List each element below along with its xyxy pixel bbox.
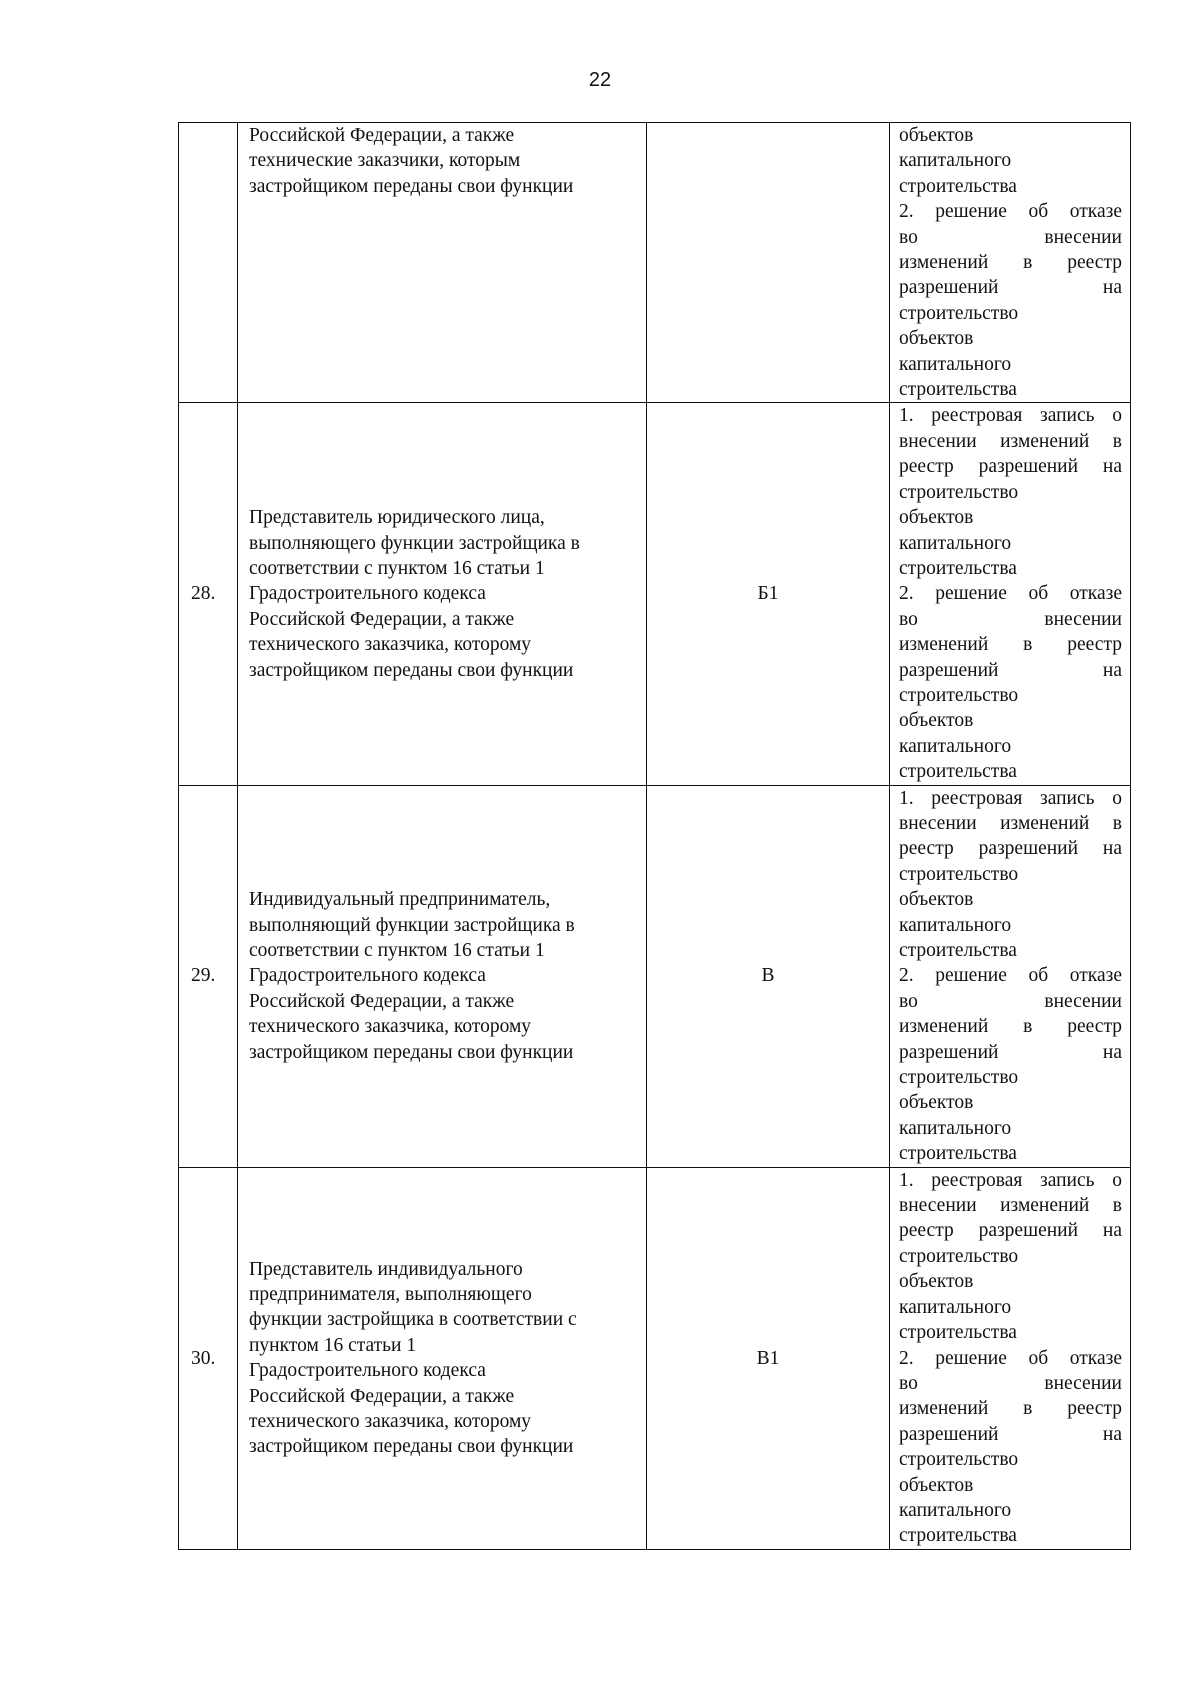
result-line	[899, 658, 1122, 683]
result-line	[899, 199, 1122, 224]
result-line	[899, 708, 1122, 733]
result-line	[899, 938, 1122, 963]
description-line: технического заказчика, которому	[249, 1016, 532, 1038]
result-description	[890, 785, 1131, 1167]
result-word: в	[1023, 1398, 1033, 1420]
result-line	[899, 836, 1122, 861]
result-line	[899, 123, 1122, 148]
result-line	[899, 632, 1122, 657]
result-description	[890, 1167, 1131, 1549]
result-word: 1.	[899, 1169, 914, 1191]
result-word: изменений	[1000, 430, 1090, 452]
result-word: на	[1102, 1220, 1122, 1242]
result-line	[899, 1065, 1122, 1090]
result-word: отказе	[1069, 201, 1122, 223]
description-line: выполняющего функции застройщика в	[249, 532, 580, 554]
row-number: 28.	[179, 403, 238, 785]
result-word: 2.	[899, 965, 914, 987]
result-line	[899, 1269, 1122, 1294]
result-line	[899, 556, 1122, 581]
result-line	[899, 1523, 1122, 1548]
result-word: внесении	[1044, 226, 1122, 248]
result-word: реестр	[1067, 1016, 1122, 1038]
result-word: строительство	[899, 863, 1019, 885]
result-word: внесении	[1044, 1372, 1122, 1394]
applicant-code: Б1	[647, 403, 890, 785]
result-line	[899, 1422, 1122, 1447]
result-line	[899, 913, 1122, 938]
table-row	[179, 1167, 1131, 1549]
result-word: 2.	[899, 1347, 914, 1369]
result-line	[899, 1040, 1122, 1065]
result-word: строительства	[899, 379, 1017, 401]
result-line	[899, 581, 1122, 606]
result-line	[899, 734, 1122, 759]
description-line: технического заказчика, которому	[249, 634, 532, 656]
result-line	[899, 887, 1122, 912]
result-description	[890, 403, 1131, 785]
result-word: объектов	[899, 710, 974, 732]
result-word: в	[1112, 812, 1122, 834]
result-word: строительство	[899, 1245, 1019, 1267]
result-word: реестр	[1067, 634, 1122, 656]
applicant-description	[238, 123, 647, 403]
description-line: застройщиком переданы свои функции	[249, 1041, 574, 1063]
result-line	[899, 862, 1122, 887]
result-line	[899, 1090, 1122, 1115]
result-line	[899, 326, 1122, 351]
result-word: во	[899, 990, 918, 1012]
result-line	[899, 174, 1122, 199]
result-word: в	[1023, 1016, 1033, 1038]
result-word: во	[899, 226, 918, 248]
result-word: 1.	[899, 787, 914, 809]
row-number: 29.	[179, 785, 238, 1167]
result-line	[899, 377, 1122, 402]
result-line	[899, 1498, 1122, 1523]
description-line: функции застройщика в соответствии с	[249, 1309, 577, 1331]
result-line	[899, 1320, 1122, 1345]
applicant-description	[238, 403, 647, 785]
result-word: реестр	[1067, 1398, 1122, 1420]
result-word: капитального	[899, 353, 1012, 375]
result-word: об	[1028, 583, 1049, 605]
result-word: строительство	[899, 481, 1019, 503]
result-line	[899, 454, 1122, 479]
result-line	[899, 429, 1122, 454]
table-row	[179, 123, 1131, 403]
page-number: 22	[588, 69, 612, 91]
result-line	[899, 1371, 1122, 1396]
description-line: выполняющий функции застройщика в	[249, 914, 575, 936]
row-number: 30.	[179, 1167, 238, 1549]
result-word: в	[1112, 430, 1122, 452]
result-word: разрешений	[978, 838, 1079, 860]
result-word: строительство	[899, 1067, 1019, 1089]
result-word: на	[1102, 659, 1122, 681]
result-description	[890, 123, 1131, 403]
result-word: внесении	[899, 812, 977, 834]
result-word: строительство	[899, 1449, 1019, 1471]
result-word: во	[899, 608, 918, 630]
result-word: объектов	[899, 1271, 974, 1293]
result-line	[899, 1244, 1122, 1269]
description-line: Индивидуальный предприниматель,	[249, 889, 551, 911]
result-word: 2.	[899, 201, 914, 223]
table-row	[179, 403, 1131, 785]
result-word: реестровая	[931, 1169, 1023, 1191]
result-word: 2.	[899, 583, 914, 605]
description-line: застройщиком переданы свои функции	[249, 1436, 574, 1458]
result-word: отказе	[1069, 1347, 1122, 1369]
result-word: в	[1023, 634, 1033, 656]
result-word: на	[1102, 838, 1122, 860]
result-word: 1.	[899, 405, 914, 427]
result-word: решение	[935, 583, 1007, 605]
result-line	[899, 607, 1122, 632]
applicant-description	[238, 785, 647, 1167]
result-line	[899, 1014, 1122, 1039]
result-word: разрешений	[899, 1041, 999, 1063]
result-word: реестр	[899, 838, 954, 860]
result-word: отказе	[1069, 965, 1122, 987]
result-line	[899, 1141, 1122, 1166]
result-word: капитального	[899, 150, 1012, 172]
result-line	[899, 250, 1122, 275]
result-word: реестр	[899, 1220, 954, 1242]
result-line	[899, 352, 1122, 377]
result-word: объектов	[899, 125, 974, 146]
description-line: Российской Федерации, а также	[249, 990, 515, 1012]
result-word: реестровая	[931, 405, 1023, 427]
result-word: запись	[1040, 1169, 1095, 1191]
description-line: застройщиком переданы свои функции	[249, 175, 574, 197]
result-word: разрешений	[978, 1220, 1079, 1242]
result-word: объектов	[899, 1474, 974, 1496]
result-word: строительства	[899, 1322, 1017, 1344]
result-line	[899, 148, 1122, 173]
result-word: в	[1023, 252, 1033, 274]
result-word: об	[1028, 201, 1049, 223]
result-word: строительства	[899, 1525, 1017, 1547]
result-line	[899, 531, 1122, 556]
result-word: разрешений	[899, 1423, 999, 1445]
result-word: запись	[1040, 405, 1095, 427]
result-word: разрешений	[899, 277, 999, 299]
description-line: предпринимателя, выполняющего	[249, 1283, 532, 1305]
description-line: технического заказчика, которому	[249, 1411, 532, 1433]
result-word: капитального	[899, 914, 1012, 936]
result-word: разрешений	[978, 456, 1079, 478]
document-table	[178, 122, 1131, 1550]
result-word: капитального	[899, 1499, 1012, 1521]
description-line: технические заказчики, которым	[249, 150, 521, 172]
result-line	[899, 505, 1122, 530]
description-line: застройщиком переданы свои функции	[249, 659, 574, 681]
description-line: Представитель юридического лица,	[249, 507, 545, 529]
result-word: решение	[935, 1347, 1007, 1369]
result-word: решение	[935, 965, 1007, 987]
applicant-code: В	[647, 785, 890, 1167]
result-word: изменений	[1000, 812, 1090, 834]
result-line	[899, 811, 1122, 836]
result-line	[899, 1295, 1122, 1320]
result-word: внесении	[1044, 990, 1122, 1012]
applicant-code: В1	[647, 1167, 890, 1549]
result-word: строительства	[899, 557, 1017, 579]
result-word: объектов	[899, 507, 974, 529]
result-word: капитального	[899, 532, 1012, 554]
result-line	[899, 403, 1122, 428]
result-word: капитального	[899, 1296, 1012, 1318]
result-word: изменений	[899, 1016, 989, 1038]
result-word: внесении	[1044, 608, 1122, 630]
result-word: изменений	[899, 1398, 989, 1420]
result-word: строительства	[899, 1143, 1017, 1165]
description-line: пунктом 16 статьи 1	[249, 1334, 417, 1356]
result-word: объектов	[899, 328, 974, 350]
description-line: Градостроительного кодекса	[249, 583, 486, 605]
result-word: строительства	[899, 175, 1017, 197]
result-word: во	[899, 1372, 918, 1394]
result-word: строительство	[899, 684, 1019, 706]
result-line	[899, 301, 1122, 326]
result-line	[899, 963, 1122, 988]
result-word: о	[1112, 1169, 1122, 1191]
result-word: о	[1112, 787, 1122, 809]
result-line	[899, 1218, 1122, 1243]
result-line	[899, 1396, 1122, 1421]
result-word: объектов	[899, 1092, 974, 1114]
applicant-code	[647, 123, 890, 403]
result-line	[899, 275, 1122, 300]
result-word: об	[1028, 965, 1049, 987]
result-line	[899, 1473, 1122, 1498]
description-line: соответствии с пунктом 16 статьи 1	[249, 557, 545, 579]
table-row	[179, 785, 1131, 1167]
result-line	[899, 759, 1122, 784]
result-line	[899, 989, 1122, 1014]
description-line: Градостроительного кодекса	[249, 965, 486, 987]
description-line: Российской Федерации, а также	[249, 125, 515, 146]
result-word: о	[1112, 405, 1122, 427]
result-word: капитального	[899, 735, 1012, 757]
result-word: на	[1102, 1041, 1122, 1063]
row-number	[179, 123, 238, 403]
result-line	[899, 1346, 1122, 1371]
result-word: запись	[1040, 787, 1095, 809]
result-line	[899, 1116, 1122, 1141]
result-word: капитального	[899, 1117, 1012, 1139]
result-word: строительства	[899, 940, 1017, 961]
result-word: объектов	[899, 889, 974, 911]
result-word: изменений	[1000, 1195, 1090, 1217]
description-line: Представитель индивидуального	[249, 1258, 523, 1280]
result-word: на	[1102, 1423, 1122, 1445]
result-line	[899, 786, 1122, 811]
description-line: Российской Федерации, а также	[249, 1385, 515, 1407]
result-word: реестр	[899, 456, 954, 478]
result-word: на	[1102, 277, 1122, 299]
description-line: соответствии с пунктом 16 статьи 1	[249, 940, 545, 961]
result-word: внесении	[899, 1195, 977, 1217]
result-word: реестровая	[931, 787, 1023, 809]
result-word: изменений	[899, 634, 989, 656]
result-word: на	[1102, 456, 1122, 478]
applicant-description	[238, 1167, 647, 1549]
result-line	[899, 1193, 1122, 1218]
result-line	[899, 480, 1122, 505]
result-line	[899, 225, 1122, 250]
result-word: строительство	[899, 302, 1019, 324]
result-word: изменений	[899, 252, 989, 274]
result-word: в	[1112, 1195, 1122, 1217]
result-word: об	[1028, 1347, 1049, 1369]
result-word: строительства	[899, 761, 1017, 783]
table-body	[179, 123, 1131, 1550]
result-word: разрешений	[899, 659, 999, 681]
result-line	[899, 683, 1122, 708]
result-word: внесении	[899, 430, 977, 452]
result-word: решение	[935, 201, 1007, 223]
description-line: Градостроительного кодекса	[249, 1360, 486, 1382]
result-word: отказе	[1069, 583, 1122, 605]
result-line	[899, 1168, 1122, 1193]
result-line	[899, 1447, 1122, 1472]
result-word: реестр	[1067, 252, 1122, 274]
description-line: Российской Федерации, а также	[249, 608, 515, 630]
